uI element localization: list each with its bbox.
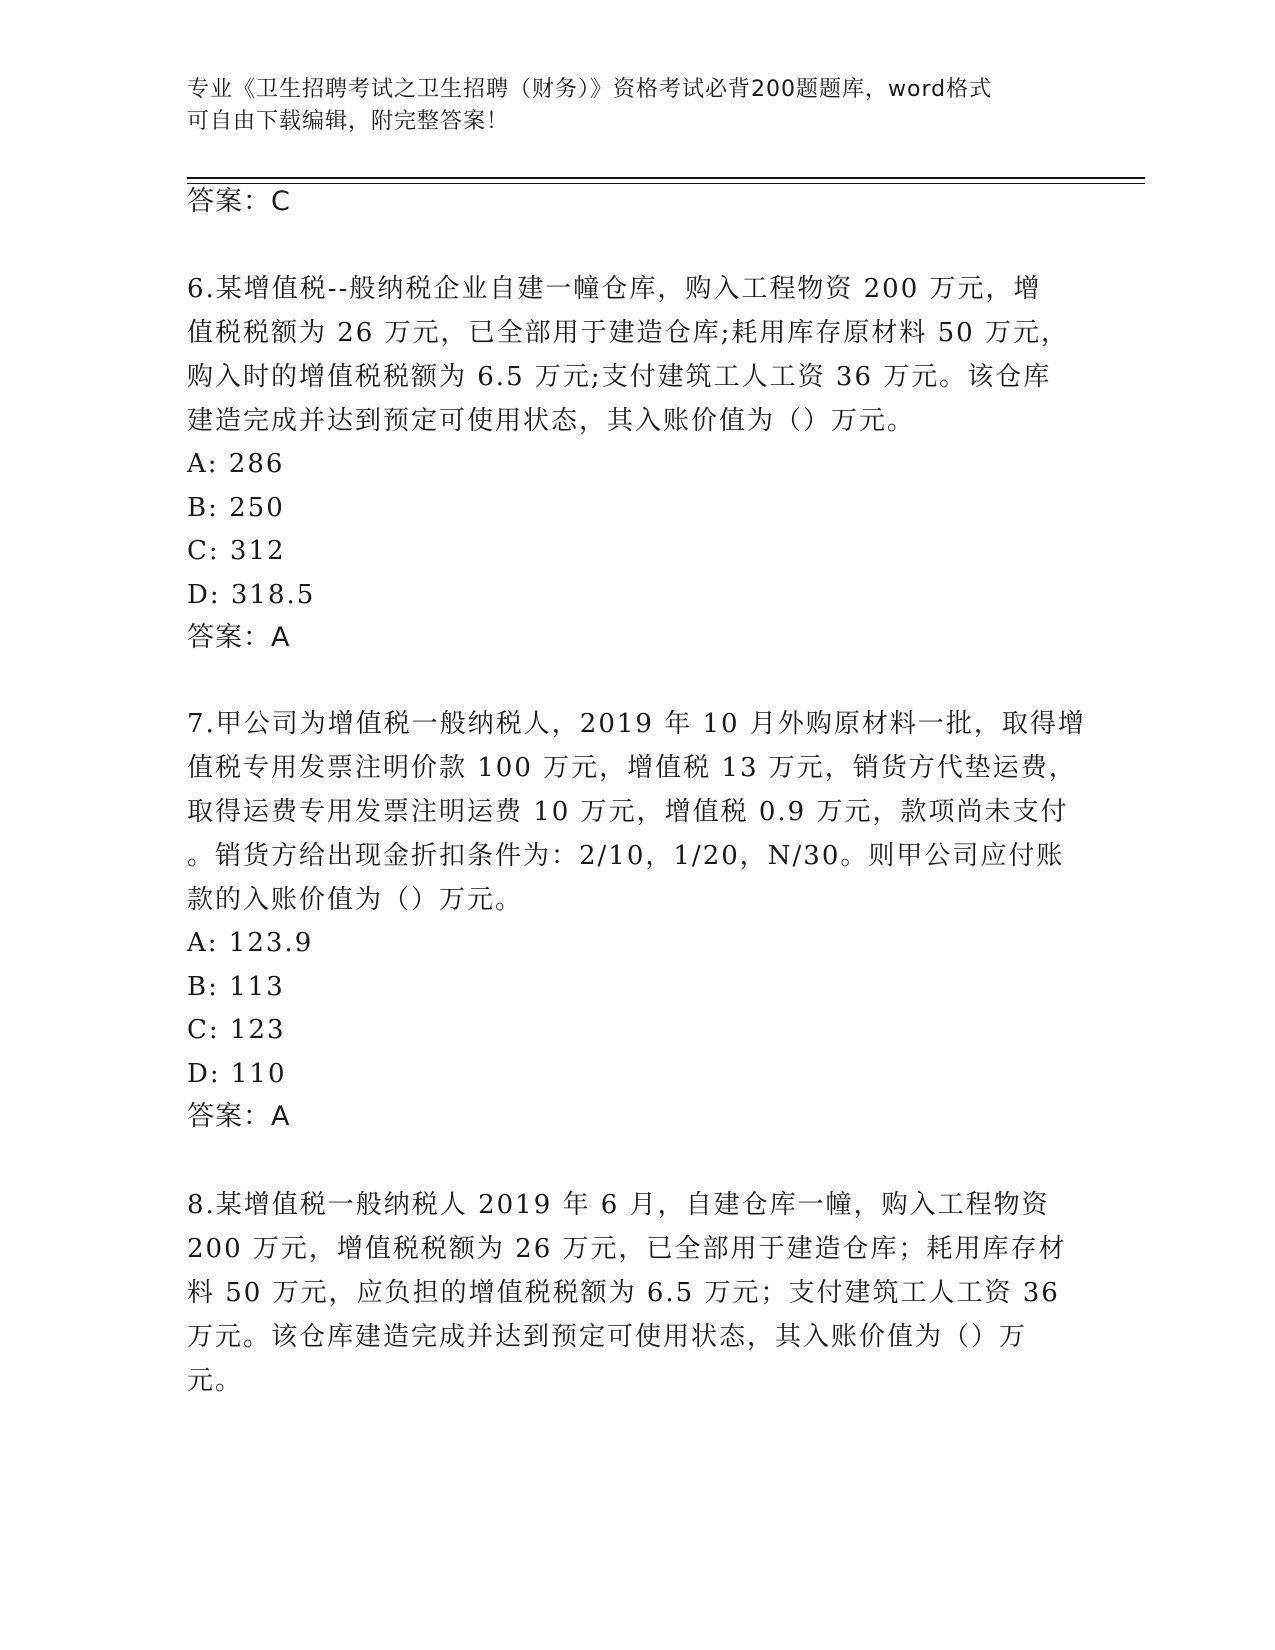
document-header: [187, 74, 1067, 138]
question-7-line-2: 值税专用发票注明价款 100 万元，增值税 13 万元，销货方代垫运费，: [187, 753, 1077, 783]
question-8-line-5: 元。: [187, 1366, 244, 1396]
question-7-option-a: A: 123.9: [187, 928, 314, 958]
question-6-option-b: B: 250: [187, 493, 285, 523]
header-rule-thin: [187, 183, 1145, 184]
question-6-line-3: 购入时的增值税税额为 6.5 万元;支付建筑工人工资 36 万元。该仓库: [187, 362, 1052, 392]
header-rule-thick: [187, 177, 1145, 179]
question-8-line-1: 8.某增值税一般纳税人 2019 年 6 月，自建仓库一幢，购入工程物资: [187, 1190, 1050, 1220]
question-6-answer: 答案：A: [187, 622, 291, 653]
question-7-option-d: D: 110: [187, 1059, 287, 1089]
question-7-option-c: C: 123: [187, 1015, 286, 1045]
question-7-answer: 答案：A: [187, 1101, 291, 1132]
question-6-option-a: A: 286: [187, 449, 285, 479]
question-7-line-5: 款的入账价值为（）万元。: [187, 885, 524, 915]
question-7-option-b: B: 113: [187, 972, 285, 1002]
previous-answer: 答案：C: [187, 186, 291, 217]
question-8-line-2: 200 万元，增值税税额为 26 万元，已全部用于建造仓库；耗用库存材: [187, 1234, 1067, 1264]
question-8-line-3: 料 50 万元，应负担的增值税税额为 6.5 万元；支付建筑工人工资 36: [187, 1278, 1060, 1308]
question-7-line-1: 7.甲公司为增值税一般纳税人，2019 年 10 月外购原材料一批，取得增: [187, 709, 1086, 739]
question-7-line-3: 取得运费专用发票注明运费 10 万元，增值税 0.9 万元，款项尚未支付: [187, 797, 1069, 827]
question-6-line-1: 6.某增值税--般纳税企业自建一幢仓库，购入工程物资 200 万元，增: [187, 274, 1042, 304]
question-6-option-d: D: 318.5: [187, 580, 316, 610]
question-7-line-4: 。销货方给出现金折扣条件为：2/10，1/20，N/30。则甲公司应付账: [187, 841, 1065, 871]
question-6-line-4: 建造完成并达到预定可使用状态，其入账价值为（）万元。: [187, 406, 916, 436]
question-6-line-2: 值税税额为 26 万元，已全部用于建造仓库;耗用库存原材料 50 万元，: [187, 318, 1069, 348]
header-line-1: 专业《卫生招聘考试之卫生招聘（财务）》资格考试必背200题题库，word格式: [187, 77, 993, 102]
question-6-option-c: C: 312: [187, 536, 286, 566]
header-line-2: 可自由下载编辑，附完整答案！: [187, 109, 510, 134]
question-8-line-4: 万元。该仓库建造完成并达到预定可使用状态，其入账价值为（）万: [187, 1322, 1028, 1352]
